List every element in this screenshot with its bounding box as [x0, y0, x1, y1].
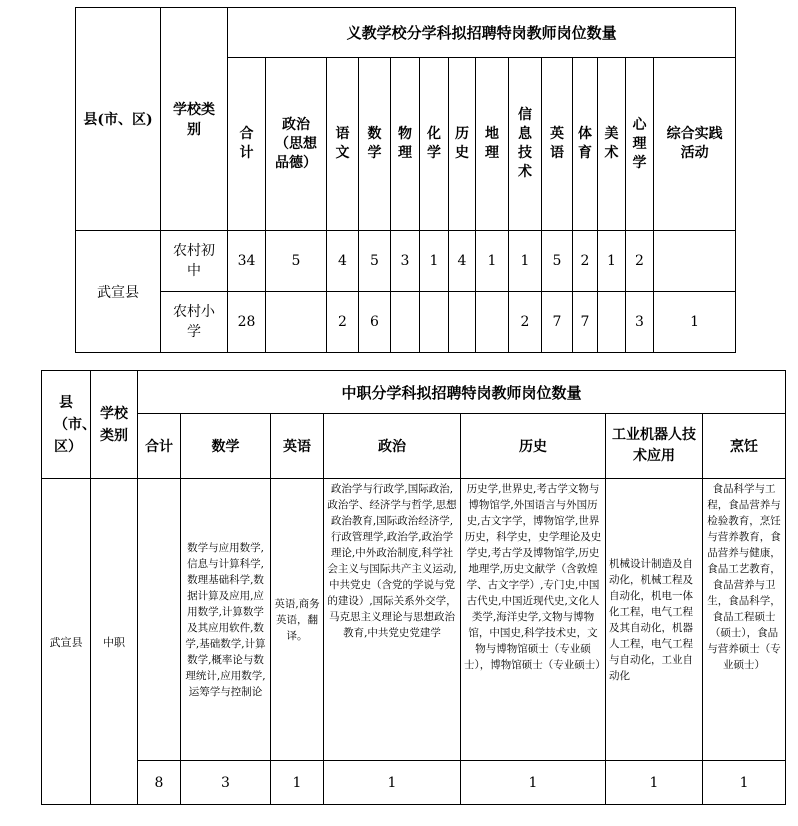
header-county: 县（市、区） — [42, 371, 91, 479]
major-cell: 历史学,世界史,考古学文物与博物馆学,外国语言与外国历史,古文字学，博物馆学,世界历史，科学史，史学理论及史学史,考古学及博物馆学,历史地理学,历史文献学（含敦煌学、古文字学）,专门史,中国古代史,中国近现代史,文化人类学,海洋史学,文物与博物馆，中国史,科学技术史，文物与博物馆硕士（专业硕士），博物馆硕士（专业硕士） — [461, 479, 606, 761]
subject-header: 物 理 — [391, 58, 420, 231]
value-cell: 4 — [449, 231, 476, 292]
subject-header: 体 育 — [573, 58, 598, 231]
value-cell: 4 — [327, 231, 359, 292]
value-cell: 3 — [626, 292, 654, 353]
major-cell — [138, 479, 181, 761]
subject-header: 历 史 — [449, 58, 476, 231]
value-cell: 5 — [266, 231, 327, 292]
subject-header: 数学 — [181, 414, 271, 479]
value-cell: 28 — [228, 292, 266, 353]
subject-header: 工业机器人技术应用 — [606, 414, 703, 479]
value-cell — [266, 292, 327, 353]
subject-header: 信 息 技 术 — [509, 58, 542, 231]
major-cell: 数学与应用数学,信息与计算科学,数理基础科学,数据计算及应用,应用数学,计算数学及其应用软件,数学,基础数学,计算数学,概率论与数理统计,应用数学,运筹学与控制论 — [181, 479, 271, 761]
subject-header: 英语 — [271, 414, 324, 479]
value-cell: 1 — [654, 292, 736, 353]
subject-header: 合计 — [138, 414, 181, 479]
rural-compulsory-teacher-table — [75, 7, 736, 353]
value-cell: 2 — [327, 292, 359, 353]
header-school-type: 学校类别 — [161, 8, 228, 231]
subject-header: 语 文 — [327, 58, 359, 231]
count-cell: 1 — [606, 761, 703, 805]
subject-header: 综合实践活动 — [654, 58, 736, 231]
subject-header: 烹饪 — [703, 414, 786, 479]
value-cell: 2 — [626, 231, 654, 292]
header-school-type: 学校类别 — [91, 371, 138, 479]
value-cell: 5 — [359, 231, 391, 292]
value-cell: 2 — [573, 231, 598, 292]
major-cell: 机械设计制造及自动化，机械工程及自动化，机电一体化工程，电气工程及其自动化，机器人工程，电气工程与自动化，工业自动化 — [606, 479, 703, 761]
school-type-cell: 农村初中 — [161, 231, 228, 292]
value-cell — [654, 231, 736, 292]
value-cell: 34 — [228, 231, 266, 292]
value-cell — [449, 292, 476, 353]
value-cell — [391, 292, 420, 353]
value-cell: 3 — [391, 231, 420, 292]
value-cell: 1 — [476, 231, 509, 292]
count-cell: 1 — [271, 761, 324, 805]
value-cell: 5 — [542, 231, 573, 292]
subject-header: 合 计 — [228, 58, 266, 231]
value-cell: 6 — [359, 292, 391, 353]
major-cell: 英语,商务英语，翻译。 — [271, 479, 324, 761]
value-cell: 1 — [420, 231, 449, 292]
subject-header: 美 术 — [598, 58, 626, 231]
count-cell: 1 — [703, 761, 786, 805]
subject-header: 地 理 — [476, 58, 509, 231]
value-cell: 7 — [573, 292, 598, 353]
header-group: 中职分学科拟招聘特岗教师岗位数量 — [138, 371, 786, 414]
county-cell: 武宣县 — [76, 231, 161, 353]
count-cell: 8 — [138, 761, 181, 805]
header-group: 义教学校分学科拟招聘特岗教师岗位数量 — [228, 8, 736, 58]
count-cell: 3 — [181, 761, 271, 805]
value-cell: 2 — [509, 292, 542, 353]
subject-header: 数 学 — [359, 58, 391, 231]
vocational-teacher-table — [41, 370, 786, 805]
header-county: 县(市、区) — [76, 8, 161, 231]
major-cell: 食品科学与工程，食品营养与检验教育，烹饪与营养教育，食品营养与健康，食品工艺教育，食品营养与卫生，食品科学，食品工程硕士（硕士），食品与营养硕士（专业硕士） — [703, 479, 786, 761]
school-type-cell: 中职 — [91, 479, 138, 805]
value-cell: 7 — [542, 292, 573, 353]
subject-header: 英 语 — [542, 58, 573, 231]
county-cell: 武宣县 — [42, 479, 91, 805]
count-cell: 1 — [324, 761, 461, 805]
subject-header: 政治（思想品德） — [266, 58, 327, 231]
value-cell: 1 — [509, 231, 542, 292]
value-cell — [420, 292, 449, 353]
value-cell: 1 — [598, 231, 626, 292]
subject-header: 历史 — [461, 414, 606, 479]
value-cell — [598, 292, 626, 353]
count-cell: 1 — [461, 761, 606, 805]
major-cell: 政治学与行政学,国际政治,政治学、经济学与哲学,思想政治教育,国际政治经济学,行政管理学,政治学,政治学理论,中外政治制度,科学社会主义与国际共产主义运动,中共党史（含党的学说与党的建设）,国际关系外交学，马克思主义理论与思想政治教育,中共党史党建学 — [324, 479, 461, 761]
school-type-cell: 农村小学 — [161, 292, 228, 353]
value-cell — [476, 292, 509, 353]
subject-header: 化 学 — [420, 58, 449, 231]
subject-header: 心 理 学 — [626, 58, 654, 231]
subject-header: 政治 — [324, 414, 461, 479]
